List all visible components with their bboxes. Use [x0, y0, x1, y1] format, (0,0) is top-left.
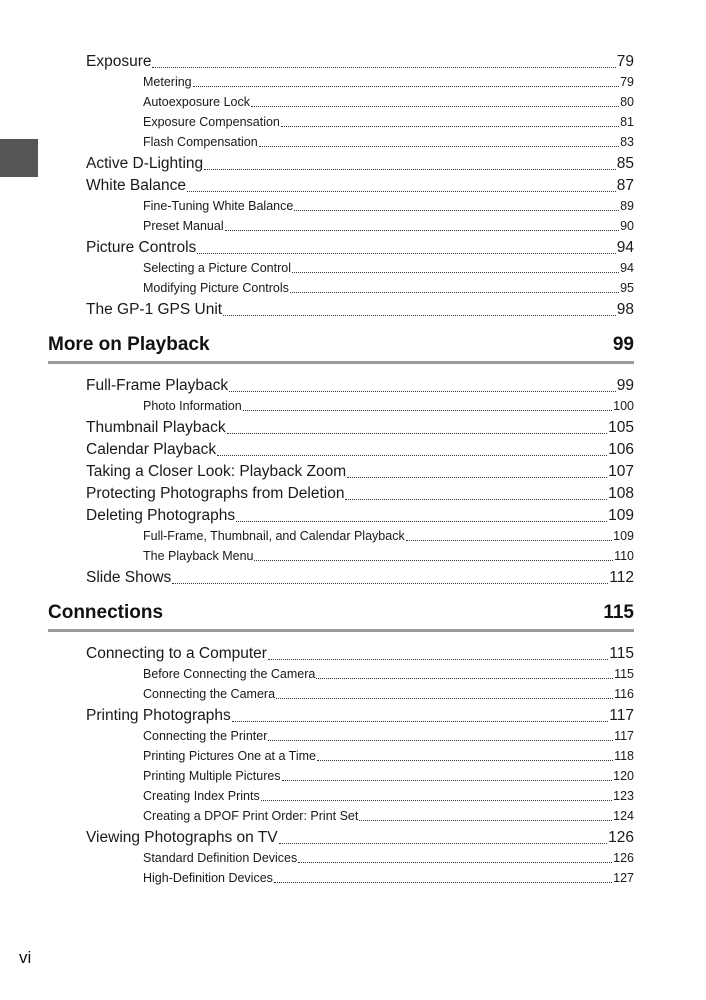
toc-entry[interactable]: [86, 505, 634, 527]
toc-entry[interactable]: [86, 417, 634, 439]
entry-page: 112: [609, 569, 634, 586]
toc-subentry[interactable]: [143, 196, 634, 216]
entry-page: 117: [609, 707, 634, 724]
toc-entry[interactable]: [86, 175, 634, 197]
entry-page: 94: [616, 239, 634, 256]
dot-leader: [251, 105, 619, 107]
entry-page: 81: [620, 114, 634, 129]
toc-subentry[interactable]: [143, 664, 634, 684]
entry-page: 107: [608, 463, 634, 480]
toc-subentry[interactable]: [143, 258, 634, 278]
entry-title: Full-Frame Playback: [86, 377, 229, 394]
dot-leader: [294, 209, 619, 211]
dot-leader: [259, 145, 619, 147]
toc-entry[interactable]: [86, 439, 634, 461]
entry-title: Creating Index Prints: [143, 788, 260, 803]
entry-title: Printing Photographs: [86, 707, 231, 724]
entry-title: Printing Multiple Pictures: [143, 768, 281, 783]
entry-title: Deleting Photographs: [86, 507, 236, 524]
toc-subentry[interactable]: [143, 806, 634, 826]
entry-page: 85: [616, 155, 634, 172]
toc-entry[interactable]: [86, 375, 634, 397]
dot-leader: [292, 271, 619, 273]
toc-entry[interactable]: [86, 483, 634, 505]
entry-title: White Balance: [86, 177, 186, 194]
entry-title: Photo Information: [143, 398, 242, 413]
entry-title: Exposure: [86, 53, 152, 70]
dot-leader: [229, 390, 616, 392]
toc-subentry[interactable]: [143, 396, 634, 416]
toc-subentry[interactable]: [143, 92, 634, 112]
dot-leader: [276, 697, 613, 699]
entry-title: Taking a Closer Look: Playback Zoom: [86, 463, 347, 480]
entry-page: 127: [613, 870, 634, 885]
toc-subentry[interactable]: [143, 112, 634, 132]
entry-page: 123: [613, 788, 634, 803]
entry-page: 115: [609, 645, 634, 662]
toc-entry[interactable]: [86, 827, 634, 849]
entry-page: 83: [620, 134, 634, 149]
dot-leader: [227, 432, 608, 434]
toc-entry[interactable]: [86, 237, 634, 259]
section-heading: [48, 334, 634, 360]
chapter-tab-marker: [0, 139, 38, 177]
dot-leader: [225, 229, 619, 231]
toc-subentry[interactable]: [143, 746, 634, 766]
entry-page: 124: [613, 808, 634, 823]
dot-leader: [282, 779, 613, 781]
toc-entry[interactable]: [86, 299, 634, 321]
dot-leader: [317, 759, 613, 761]
toc-subentry[interactable]: [143, 526, 634, 546]
toc-entry[interactable]: [86, 705, 634, 727]
entry-title: Protecting Photographs from Deletion: [86, 485, 345, 502]
dot-leader: [172, 582, 608, 584]
entry-page: 120: [613, 768, 634, 783]
dot-leader: [345, 498, 607, 500]
section-rule: [48, 361, 634, 364]
entry-title: Modifying Picture Controls: [143, 280, 289, 295]
toc-subentry[interactable]: [143, 546, 634, 566]
toc-subentry[interactable]: [143, 726, 634, 746]
dot-leader: [274, 881, 612, 883]
section-rule: [48, 629, 634, 632]
toc-entry[interactable]: [86, 51, 634, 73]
entry-page: 94: [620, 260, 634, 275]
entry-page: 118: [614, 748, 634, 763]
dot-leader: [204, 168, 616, 170]
dot-leader: [254, 559, 613, 561]
page-number: vi: [19, 948, 32, 967]
entry-page: 80: [620, 94, 634, 109]
dot-leader: [197, 252, 615, 254]
dot-leader: [268, 658, 608, 660]
dot-leader: [223, 314, 616, 316]
entry-page: 109: [608, 507, 634, 524]
toc-subentry[interactable]: [143, 684, 634, 704]
toc-entry[interactable]: [86, 153, 634, 175]
entry-title: Autoexposure Lock: [143, 94, 251, 109]
toc-entry[interactable]: [86, 643, 634, 665]
dot-leader: [290, 291, 619, 293]
entry-page: 109: [613, 528, 634, 543]
entry-title: Creating a DPOF Print Order: Print Set: [143, 808, 359, 823]
section-heading: [48, 602, 634, 628]
entry-page: 98: [616, 301, 634, 318]
toc-subentry[interactable]: [143, 868, 634, 888]
entry-title: The Playback Menu: [143, 548, 254, 563]
section-title: More on Playback: [48, 334, 210, 355]
entry-page: 115: [614, 666, 634, 681]
entry-title: Selecting a Picture Control: [143, 260, 291, 275]
toc-subentry[interactable]: [143, 72, 634, 92]
section-title: Connections: [48, 602, 164, 623]
toc-entry[interactable]: [86, 567, 634, 589]
entry-title: Calendar Playback: [86, 441, 217, 458]
entry-page: 117: [614, 728, 634, 743]
entry-page: 116: [614, 686, 634, 701]
dot-leader: [232, 720, 609, 722]
entry-page: 100: [613, 398, 634, 413]
dot-leader: [279, 842, 608, 844]
dot-leader: [236, 520, 607, 522]
dot-leader: [261, 799, 612, 801]
entry-title: Standard Definition Devices: [143, 850, 298, 865]
entry-title: Viewing Photographs on TV: [86, 829, 278, 846]
dot-leader: [347, 476, 607, 478]
toc-subentry[interactable]: [143, 786, 634, 806]
entry-page: 79: [616, 53, 634, 70]
dot-leader: [243, 409, 612, 411]
dot-leader: [281, 125, 619, 127]
entry-page: 79: [620, 74, 634, 89]
entry-page: 87: [616, 177, 634, 194]
entry-title: Preset Manual: [143, 218, 224, 233]
entry-page: 99: [616, 377, 634, 394]
toc-subentry[interactable]: [143, 848, 634, 868]
entry-title: Metering: [143, 74, 192, 89]
toc-subentry[interactable]: [143, 766, 634, 786]
dot-leader: [316, 677, 613, 679]
entry-page: 126: [608, 829, 634, 846]
entry-title: Before Connecting the Camera: [143, 666, 316, 681]
entry-title: Printing Pictures One at a Time: [143, 748, 316, 763]
entry-title: Full-Frame, Thumbnail, and Calendar Playback: [143, 528, 405, 543]
entry-page: 126: [613, 850, 634, 865]
dot-leader: [217, 454, 607, 456]
toc-entry[interactable]: [86, 461, 634, 483]
entry-title: Connecting the Camera: [143, 686, 276, 701]
entry-page: 108: [608, 485, 634, 502]
entry-title: The GP-1 GPS Unit: [86, 301, 223, 318]
entry-page: 105: [608, 419, 634, 436]
entry-title: Connecting the Printer: [143, 728, 268, 743]
entry-title: Connecting to a Computer: [86, 645, 267, 662]
toc-subentry[interactable]: [143, 132, 634, 152]
entry-title: High-Definition Devices: [143, 870, 273, 885]
entry-title: Active D-Lighting: [86, 155, 204, 172]
entry-title: Slide Shows: [86, 569, 172, 586]
entry-page: 106: [608, 441, 634, 458]
entry-page: 110: [614, 548, 634, 563]
section-page: 115: [603, 602, 634, 623]
dot-leader: [359, 819, 612, 821]
entry-page: 89: [620, 198, 634, 213]
entry-title: Flash Compensation: [143, 134, 258, 149]
section-page: 99: [612, 334, 634, 355]
entry-title: Thumbnail Playback: [86, 419, 226, 436]
entry-page: 95: [620, 280, 634, 295]
entry-title: Picture Controls: [86, 239, 197, 256]
dot-leader: [187, 190, 616, 192]
toc-subentry[interactable]: [143, 278, 634, 298]
dot-leader: [268, 739, 613, 741]
entry-title: Fine-Tuning White Balance: [143, 198, 294, 213]
entry-page: 90: [620, 218, 634, 233]
dot-leader: [298, 861, 612, 863]
dot-leader: [152, 66, 615, 68]
toc-subentry[interactable]: [143, 216, 634, 236]
dot-leader: [406, 539, 612, 541]
dot-leader: [193, 85, 619, 87]
entry-title: Exposure Compensation: [143, 114, 280, 129]
